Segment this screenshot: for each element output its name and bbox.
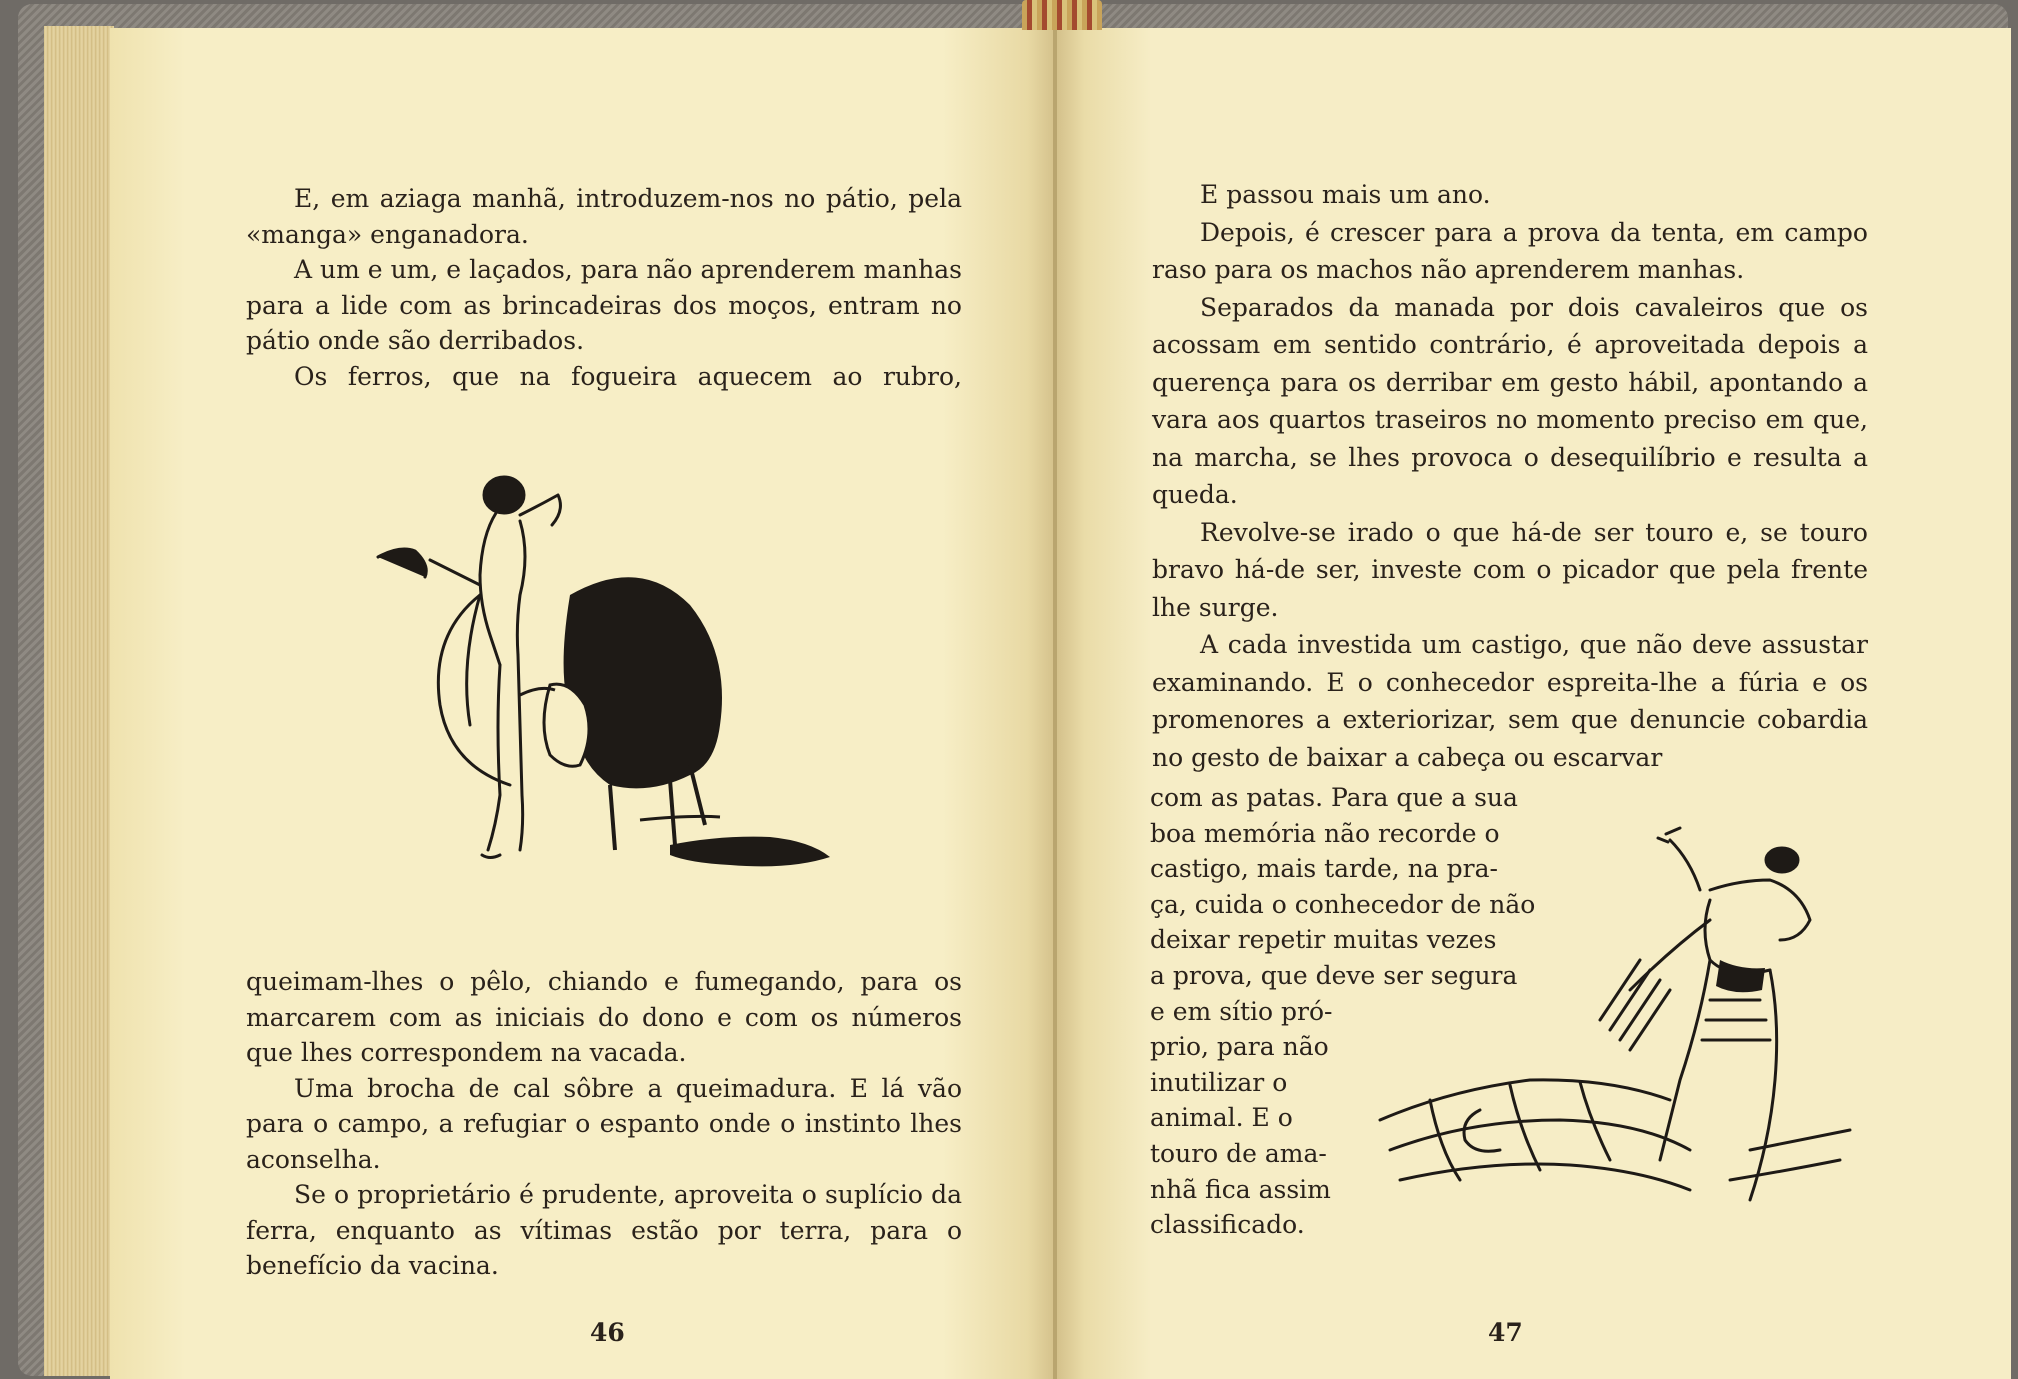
- page-edges: [44, 26, 114, 1376]
- paragraph: Revolve-se irado o que há-de ser touro e, se touro bravo há-de ser, investe com o picador que pela frente lhe surge.: [1152, 517, 1868, 622]
- paragraph: Se o proprietário é prudente, aproveita o suplício da ferra, enquanto as vítimas estão por terra, para o benefício da vacina.: [246, 1180, 962, 1280]
- text-line: inutilizar o: [1150, 1067, 1288, 1097]
- matador-bull-illustration: [370, 465, 840, 885]
- paragraph: Depois, é crescer para a prova da tenta, em campo raso para os machos não aprenderem manhas.: [1152, 217, 1868, 284]
- text-line: boa memória não recorde o: [1150, 818, 1500, 848]
- text-line: animal. E o: [1150, 1103, 1293, 1133]
- text-line: prio, para não: [1150, 1032, 1329, 1062]
- page-number-left: 46: [590, 1318, 625, 1347]
- paragraph: Os ferros, que na fogueira aquecem ao rubro,: [294, 361, 962, 391]
- paragraph: A cada investida um castigo, que não deve assustar examinando. E o conhecedor espreita-lhe a fúria e os promenores a exteriorizar, sem que denuncie cobardia no gesto de baixar a cabeça ou escarvar: [1152, 630, 1868, 772]
- text-line: ça, cuida o conhecedor de não: [1150, 889, 1536, 919]
- left-top-text: [246, 181, 962, 394]
- paragraph: A um e um, e laçados, para não aprenderem manhas para a lide com as brincadeiras dos moços, entram no pátio onde são derribados.: [246, 255, 962, 355]
- text-line: a prova, que deve ser segura: [1150, 960, 1518, 990]
- text-line: touro de ama-: [1150, 1138, 1327, 1168]
- left-bottom-text: [246, 964, 962, 1284]
- text-line: com as patas. Para que a sua: [1150, 783, 1518, 812]
- paragraph: Uma brocha de cal sôbre a queimadura. E lá vão para o campo, a refugiar o espanto onde o instinto lhes aconselha.: [246, 1073, 962, 1174]
- text-line: e em sítio pró-: [1150, 996, 1333, 1026]
- right-text: [1152, 176, 1868, 776]
- text-line: classificado.: [1150, 1210, 1305, 1240]
- bookmark-ribbon: [1022, 0, 1102, 30]
- paragraph: E, em aziaga manhã, introduzem-nos no pátio, pela «manga» enganadora.: [246, 184, 962, 249]
- page-number-right: 47: [1488, 1318, 1523, 1347]
- paragraph: E passou mais um ano.: [1200, 180, 1491, 209]
- paragraph: Separados da manada por dois cavaleiros que os acossam em sentido contrário, é aproveitada depois a querença para os derribar em gesto hábil, apontando a vara aos quartos traseiros no momento preciso em que, na marcha, se lhes provoca o desequilíbrio e resulta a queda.: [1152, 292, 1868, 509]
- text-line: castigo, mais tarde, na pra-: [1150, 854, 1498, 884]
- paragraph: queimam-lhes o pêlo, chiando e fumegando, para os marcarem com as iniciais do dono e com os números que lhes correspondem na vacada.: [246, 967, 962, 1067]
- text-line: nhã fica assim: [1150, 1174, 1331, 1204]
- book-gutter: [1053, 28, 1057, 1379]
- matador-dodge-illustration: [1370, 820, 1870, 1240]
- text-line: deixar repetir muitas vezes: [1150, 925, 1497, 955]
